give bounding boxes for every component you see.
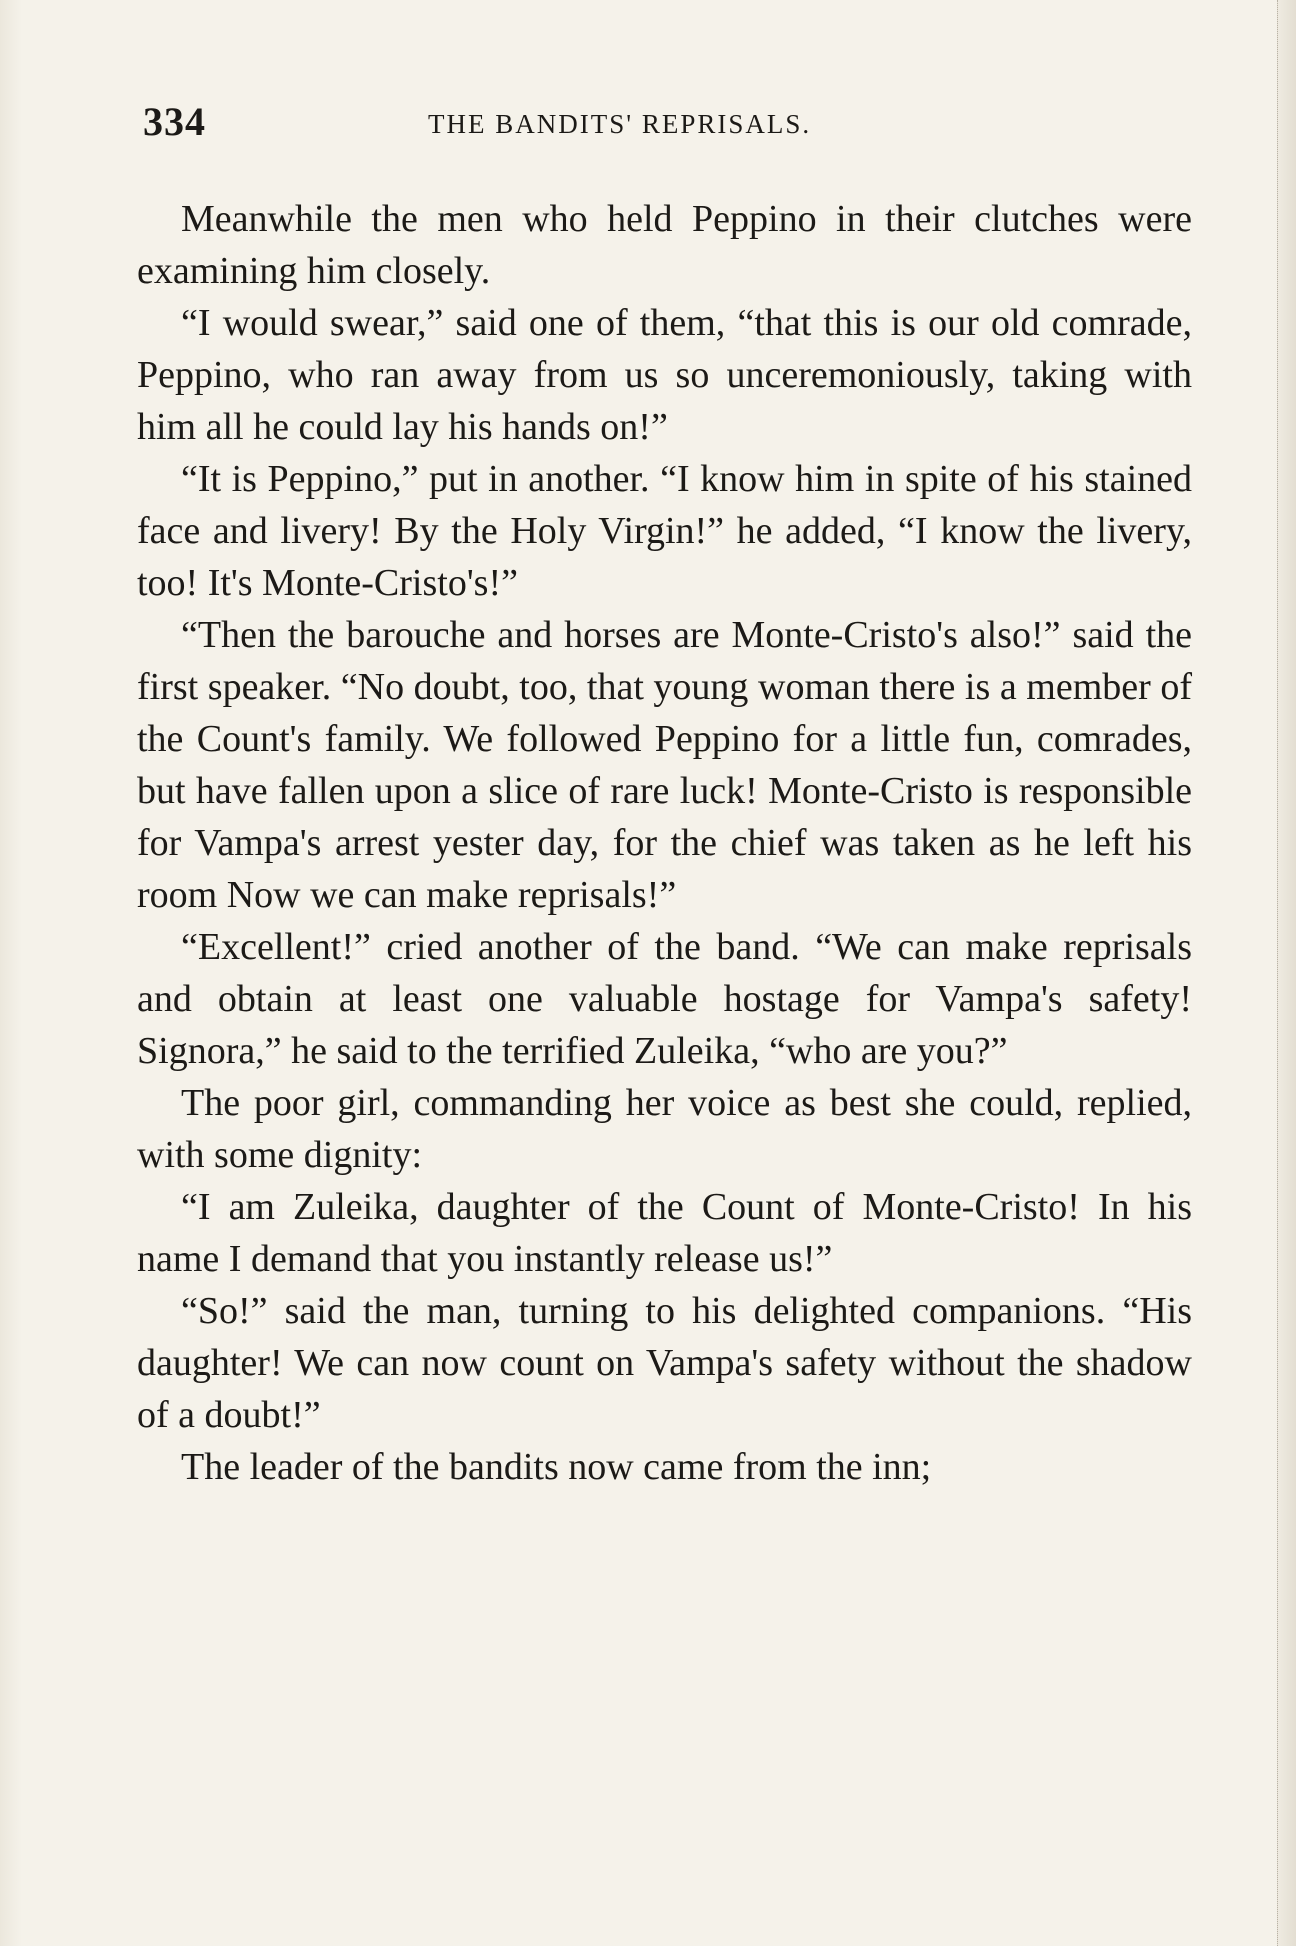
page-header [143, 98, 1203, 146]
page-right-edge [1277, 0, 1296, 1946]
page-left-edge [0, 0, 22, 1946]
paragraph: “It is Peppino,” put in another. “I know him in spite of his stained face and livery! By the Holy Virgin!” he added, “I know the livery, too! It's Monte-Cristo's!” [137, 458, 1192, 604]
paragraph: Meanwhile the men who held Peppino in their clutches were examining him closely. [137, 198, 1192, 292]
paragraph: “Then the barouche and horses are Monte-Cristo's also!” said the first speaker. “No doubt, too, that young woman there is a member of the Count's family. We followed Peppino for a little fun, comrades, but have fallen upon a slice of rare luck! Monte-Cristo is responsible for Vampa's arrest yester day, for the chief was taken as he left his room Now we can make reprisals!” [137, 614, 1192, 916]
paragraph: “So!” said the man, turning to his delighted companions. “His daughter! We can now count on Vampa's safety without the shadow of a doubt!” [137, 1290, 1192, 1436]
running-title: THE BANDITS' REPRISALS. [428, 109, 812, 139]
paragraph: The poor girl, commanding her voice as best she could, replied, with some dignity: [137, 1082, 1192, 1176]
paragraph: “Excellent!” cried another of the band. “We can make reprisals and obtain at least one valuable hostage for Vampa's safety! Signora,” he said to the terrified Zuleika, “who are you?” [137, 926, 1192, 1072]
body-text [137, 193, 1192, 1493]
page-number: 334 [143, 99, 206, 144]
paragraph: “I am Zuleika, daughter of the Count of Monte-Cristo! In his name I demand that you instantly release us!” [137, 1186, 1192, 1280]
paragraph: “I would swear,” said one of them, “that this is our old comrade, Peppino, who ran away from us so unceremoniously, taking with him all he could lay his hands on!” [137, 302, 1192, 448]
paragraph: The leader of the bandits now came from the inn; [181, 1446, 932, 1488]
